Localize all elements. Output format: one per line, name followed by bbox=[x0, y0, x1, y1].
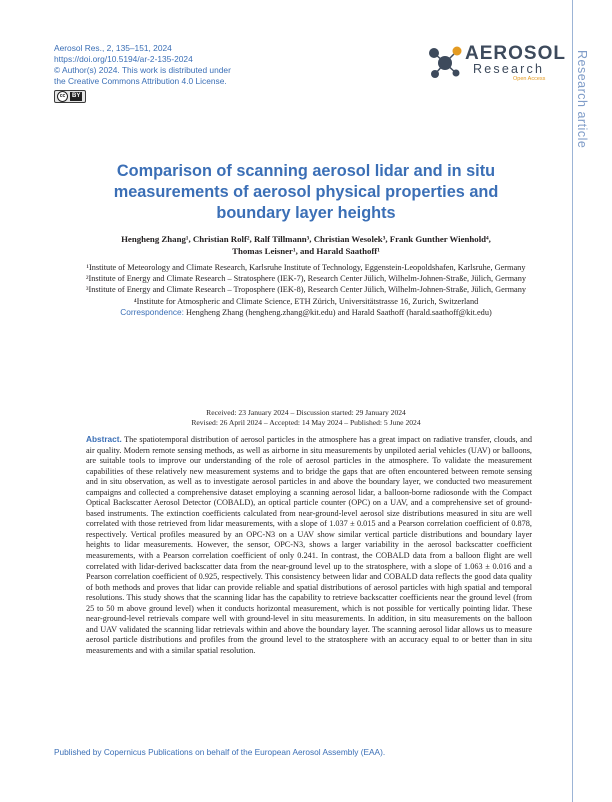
logo-subtitle: Research bbox=[473, 62, 545, 76]
paper-title: Comparison of scanning aerosol lidar and in situ measurements of aerosol physical properties and boundary layer heights bbox=[113, 162, 499, 222]
correspondence bbox=[74, 307, 538, 318]
dates-line-2: Revised: 26 April 2024 – Accepted: 14 May 2024 – Published: 5 June 2024 bbox=[191, 418, 421, 427]
cc-by-license-icon[interactable] bbox=[54, 90, 86, 103]
abstract bbox=[86, 435, 532, 656]
abstract-label: Abstract. bbox=[86, 435, 122, 444]
journal-header bbox=[54, 43, 231, 103]
affiliation-4: ⁴Institute for Atmospheric and Climate Science, ETH Zürich, Universitätstrasse 16, Zurich, Switzerland bbox=[133, 296, 479, 306]
affiliation-3: ³Institute of Energy and Climate Research – Troposphere (IEK-8), Research Center Jülich, Wilhelm-Johnen-Straße, Jülich, Germany bbox=[85, 285, 527, 295]
correspondence-label: Correspondence: bbox=[120, 306, 184, 317]
journal-logo bbox=[425, 43, 566, 83]
citation: Aerosol Res., 2, 135–151, 2024 bbox=[54, 43, 172, 53]
doi-link[interactable]: https://doi.org/10.5194/ar-2-135-2024 bbox=[54, 54, 193, 64]
license-line[interactable]: the Creative Commons Attribution 4.0 License. bbox=[54, 76, 227, 86]
cc-icon: cc bbox=[57, 91, 68, 102]
abstract-text: The spatiotemporal distribution of aerosol particles in the atmosphere has a great impact on radiative transfer, clouds, and air quality. Modern remote sensing methods, as well as airborne in situ measurements by unpiloted aerial vehicles (UAV) or balloons, are suitable tools to improve our understanding of the role of aerosol particles in the atmosphere. To validate the measurement capabilities of these relatively new measurement systems and to bridge the gaps that are often encountered between remote sensing and in situ observation, as well as to investigate aerosol particles in and above the boundary layer, we conducted two measurement campaigns and collected a comprehensive dataset employing a scanning aerosol lidar, a balloon-borne radiosonde with the Compact Optical Backscatter Aerosol Detector (COBALD), an optical particle counter (OPC) on a UAV, and a comprehensive set of ground-based instruments. The extinction coefficients calculated from near-ground-level aerosol size distributions measured in situ are well correlated with those retrieved from lidar measurements, with a slope of 1.037 ± 0.015 and a Pearson correlation coefficient of 0.878, respectively. Vertical profiles measured by an OPC-N3 on a UAV show similar vertical particle distributions and boundary layer heights to lidar measurements. However, the sensor, OPC-N3, shows a larger variability in the aerosol backscatter coefficient measurements, with a Pearson correlation coefficient of only 0.241. In contrast, the COBALD data from a balloon flight are well correlated with lidar-derived backscatter data from the near-ground level up to the stratosphere, with a slope of 1.063 ± 0.016 and a Pearson correlation coefficient of 0.925, respectively. This consistency between lidar and COBALD data reflects the good data quality of both methods and proves that lidar can provide reliable and spatial distributions of aerosol particles with high spatial and temporal resolutions. This study shows that the scanning lidar has the capability to retrieve backscatter coefficients near the ground level (from 25 to 50 m above ground level) when it conducts horizontal measurement, which is not possible for vertically pointing lidar. These near-ground-level retrievals compare well with ground-level in situ measurements. In addition, in situ measurements on the balloon and UAV validated the scanning lidar retrievals within and above the boundary layer. The scanning aerosol lidar allows us to measure aerosol particle distributions and profiles from the ground level to the stratosphere with an accuracy equal to or better than in situ measurements and with a similar spatial resolution. bbox=[86, 435, 532, 655]
dates-line-1: Received: 23 January 2024 – Discussion started: 29 January 2024 bbox=[206, 408, 406, 417]
correspondence-text[interactable]: Hengheng Zhang (hengheng.zhang@kit.edu) and Harald Saathoff (harald.saathoff@kit.edu) bbox=[186, 307, 492, 317]
publisher-footer: Published by Copernicus Publications on behalf of the European Aerosol Assembly (EAA). bbox=[54, 747, 386, 757]
molecule-logo-icon bbox=[425, 43, 465, 83]
copyright-line: © Author(s) 2024. This work is distributed under bbox=[54, 65, 231, 75]
side-divider bbox=[572, 0, 573, 802]
affiliation-1: ¹Institute of Meteorology and Climate Research, Karlsruhe Institute of Technology, Eggenstein-Leopoldshafen, Karlsruhe, Germany bbox=[86, 263, 526, 272]
logo-name: AEROSOL bbox=[465, 43, 566, 64]
affiliations bbox=[74, 262, 538, 318]
authors-line-2: Thomas Leisner¹, and Harald Saathoff¹ bbox=[232, 246, 380, 256]
publication-dates bbox=[74, 408, 538, 428]
by-label: BY bbox=[72, 93, 81, 99]
article-type-label: Research article bbox=[575, 50, 589, 149]
affiliation-2: ²Institute of Energy and Climate Research – Stratosphere (IEK-7), Research Center Jülich, Wilhelm-Johnen-Straße, Jülich, Germany bbox=[85, 274, 527, 284]
open-access-label: Open Access bbox=[513, 76, 546, 82]
authors-line-1: Hengheng Zhang¹, Christian Rolf², Ralf Tillmann³, Christian Wesolek³, Frank Gunther Wienhold⁴, bbox=[121, 234, 491, 244]
author-list bbox=[70, 233, 542, 257]
